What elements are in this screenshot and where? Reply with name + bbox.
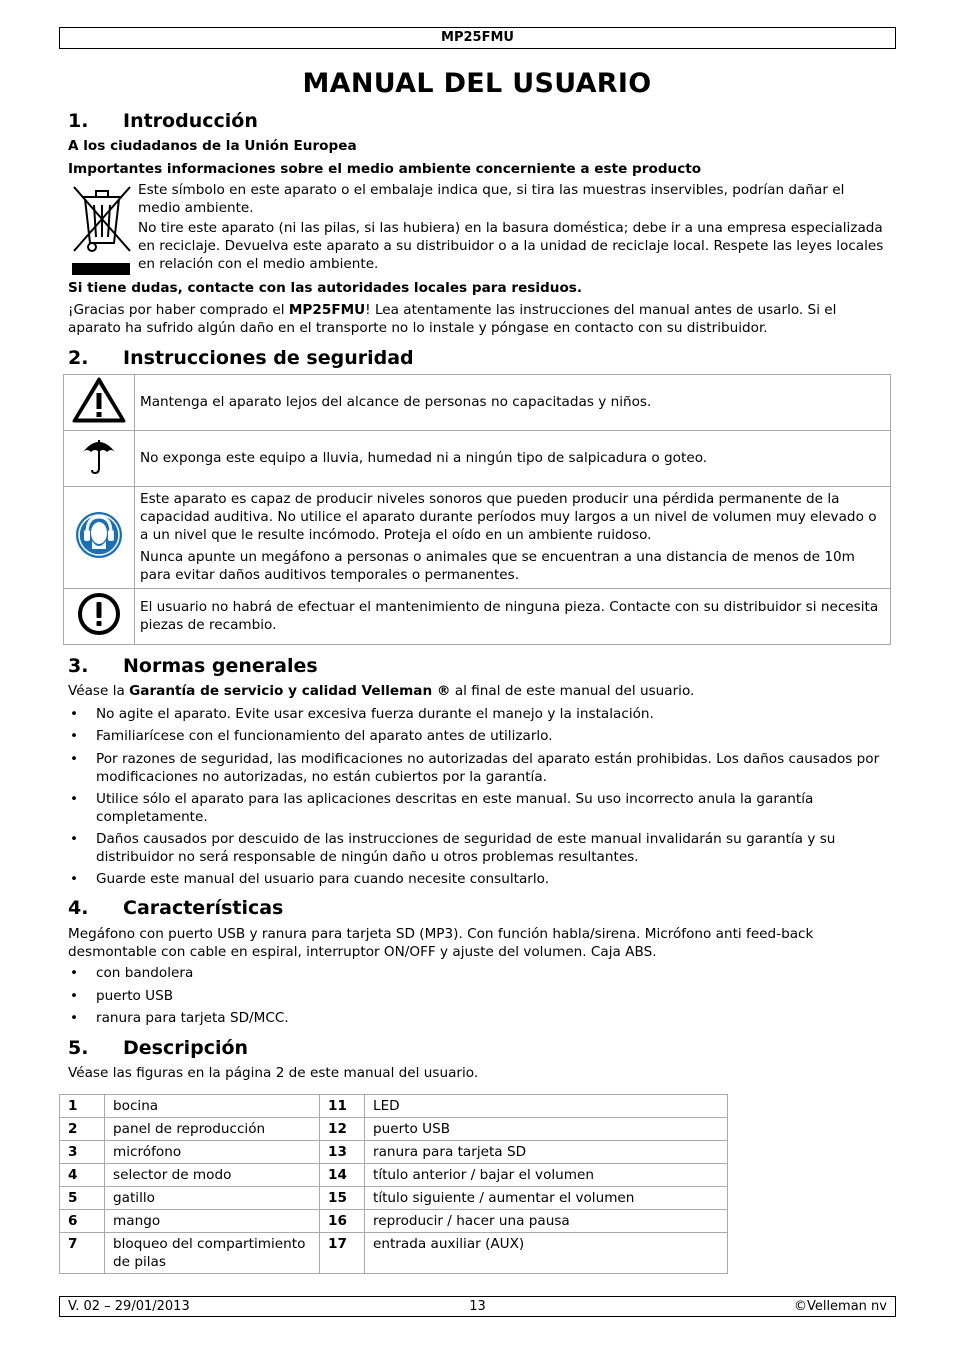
list-item: • No agite el aparato. Evite usar excesiva fuerza durante el manejo y la instalación. — [68, 705, 890, 723]
section-title: Descripción — [123, 1037, 249, 1059]
weee-symbol — [70, 181, 134, 277]
part-number: 1 — [60, 1095, 105, 1118]
safety-row — [64, 589, 891, 645]
safety-icon-cell — [64, 431, 135, 487]
safety-text: No exponga este equipo a lluvia, humedad ni a ningún tipo de salpicadura o goteo. — [135, 431, 891, 487]
table-row — [60, 1210, 728, 1233]
section-number: 5. — [68, 1037, 89, 1059]
umbrella-icon — [81, 436, 117, 476]
part-label: título siguiente / aumentar el volumen — [365, 1187, 728, 1210]
hearing-protection-icon — [75, 511, 123, 559]
safety-icon-cell — [64, 375, 135, 431]
table-row — [60, 1118, 728, 1141]
list-item: • ranura para tarjeta SD/MCC. — [68, 1009, 890, 1027]
part-label: micrófono — [105, 1141, 320, 1164]
general-intro — [68, 682, 694, 700]
section-number: 2. — [68, 347, 89, 369]
safety-icon-cell — [64, 487, 135, 589]
features-text: Megáfono con puerto USB y ranura para tarjeta SD (MP3). Con función habla/sirena. Micrófono anti feed-back desmontable con cable en espiral, interruptor ON/OFF y ajuste del volumen. Caja ABS. — [68, 926, 814, 960]
list-item: • puerto USB — [68, 987, 890, 1005]
section-title: Instrucciones de seguridad — [123, 347, 414, 369]
part-number: 16 — [320, 1210, 365, 1233]
part-label: título anterior / bajar el volumen — [365, 1164, 728, 1187]
part-number: 15 — [320, 1187, 365, 1210]
general-intro-post: al final de este manual del usuario. — [450, 683, 695, 699]
section-title: Normas generales — [123, 655, 318, 677]
table-row — [60, 1164, 728, 1187]
general-intro-pre: Véase la — [68, 683, 130, 699]
safety-row — [64, 431, 891, 487]
safety-row — [64, 487, 891, 589]
thanks-paragraph — [68, 301, 890, 337]
part-number: 6 — [60, 1210, 105, 1233]
list-item: • con bandolera — [68, 964, 890, 982]
list-item: • Familiarícese con el funcionamiento del aparato antes de utilizarlo. — [68, 727, 890, 745]
part-label: ranura para tarjeta SD — [365, 1141, 728, 1164]
table-row — [60, 1141, 728, 1164]
doubts-note: Si tiene dudas, contacte con las autoridades locales para residuos. — [68, 280, 583, 296]
exclamation-circle-icon — [77, 592, 121, 636]
part-number: 12 — [320, 1118, 365, 1141]
safety-text: El usuario no habrá de efectuar el mantenimiento de ninguna pieza. Contacte con su distribuidor si necesita piezas de recambio. — [135, 589, 891, 645]
part-label: bocina — [105, 1095, 320, 1118]
part-label: selector de modo — [105, 1164, 320, 1187]
part-number: 7 — [60, 1233, 105, 1274]
part-number: 5 — [60, 1187, 105, 1210]
table-row — [60, 1095, 728, 1118]
part-label: gatillo — [105, 1187, 320, 1210]
safety-icon-cell — [64, 589, 135, 645]
safety-text-cell — [135, 487, 891, 589]
page-header — [59, 27, 896, 49]
part-label: bloqueo del compartimiento de pilas — [105, 1233, 320, 1274]
list-item: • Guarde este manual del usuario para cuando necesite consultarlo. — [68, 870, 890, 888]
section-intro-heading — [68, 108, 258, 134]
crossed-bin-icon — [70, 181, 134, 277]
page-title: MANUAL DEL USUARIO — [302, 68, 652, 99]
weee-paragraph: Este símbolo en este aparato o el embalaje indica que, si tira las muestras inservibles, podrían dañar el medio ambiente. — [138, 182, 845, 216]
part-label: mango — [105, 1210, 320, 1233]
part-number: 4 — [60, 1164, 105, 1187]
section-title: Introducción — [123, 110, 258, 132]
page-footer — [59, 1296, 896, 1317]
footer-page-number: 13 — [469, 1299, 486, 1314]
part-number: 11 — [320, 1095, 365, 1118]
part-label: puerto USB — [365, 1118, 728, 1141]
description-text: Véase las figuras en la página 2 de este manual del usuario. — [68, 1065, 479, 1081]
part-number: 13 — [320, 1141, 365, 1164]
part-number: 3 — [60, 1141, 105, 1164]
section-safety-heading — [68, 345, 414, 371]
part-number: 2 — [60, 1118, 105, 1141]
list-item: • Daños causados por descuido de las instrucciones de seguridad de este manual invalidarán su garantía y su distribuidor no será responsable de ningún daño u otros problemas resultantes. — [68, 830, 890, 866]
section-general-heading — [68, 653, 318, 679]
list-item: • Por razones de seguridad, las modificaciones no autorizadas del aparato están prohibidas. Los daños causados por modificaciones no autorizadas, no están cubiertos por la garantía. — [68, 750, 890, 786]
weee-text — [138, 181, 890, 273]
safety-text: Nunca apunte un megáfono a personas o animales que se encuentran a una distancia de menos de 10m para evitar daños auditivos temporales o permanentes. — [140, 548, 855, 583]
general-list — [68, 705, 890, 888]
part-label: entrada auxiliar (AUX) — [365, 1233, 728, 1274]
section-description-heading — [68, 1035, 248, 1061]
footer-version: V. 02 – 29/01/2013 — [68, 1299, 190, 1314]
header-model: MP25FMU — [441, 30, 514, 45]
safety-text: Este aparato es capaz de producir niveles sonoros que pueden producir una pérdida permanente de la capacidad auditiva. No utilice el aparato durante períodos muy largos a un nivel de volumen muy elevado o a un nivel que le resulte incómodo. Proteja el oído en un ambiente ruidoso. — [140, 490, 877, 543]
list-item: • Utilice sólo el aparato para las aplicaciones descritas en este manual. Su uso incorrecto anula la garantía completamente. — [68, 790, 890, 826]
section-number: 4. — [68, 897, 89, 919]
section-features-heading — [68, 895, 283, 921]
general-intro-bold: Garantía de servicio y calidad Velleman ® — [129, 683, 451, 699]
part-number: 17 — [320, 1233, 365, 1274]
safety-table — [63, 374, 891, 645]
section-number: 1. — [68, 110, 89, 132]
part-label: LED — [365, 1095, 728, 1118]
thanks-pre: ¡Gracias por haber comprado el — [68, 302, 289, 318]
part-label: panel de reproducción — [105, 1118, 320, 1141]
features-list — [68, 964, 890, 1027]
safety-row — [64, 375, 891, 431]
safety-text: Mantenga el aparato lejos del alcance de personas no capacitadas y niños. — [135, 375, 891, 431]
thanks-model: MP25FMU — [288, 302, 366, 318]
warning-triangle-icon — [71, 376, 127, 424]
env-heading: Importantes informaciones sobre el medio ambiente concerniente a este producto — [68, 161, 702, 177]
parts-table — [59, 1094, 728, 1274]
table-row — [60, 1187, 728, 1210]
section-title: Características — [123, 897, 284, 919]
thanks-post: ! Lea atentamente las instrucciones del manual antes de usarlo. Si el aparato ha sufrido algún daño en el transporte no lo instale y póngase en contacto con su distribuidor. — [68, 302, 837, 336]
section-number: 3. — [68, 655, 89, 677]
footer-copyright: ©Velleman nv — [793, 1299, 887, 1314]
table-row — [60, 1233, 728, 1274]
weee-paragraph: No tire este aparato (ni las pilas, si las hubiera) en la basura doméstica; debe ir a una empresa especializada en reciclaje. Devuelva este aparato a su distribuidor o a la unidad de reciclaje local. Respete las leyes locales en relación con el medio ambiente. — [138, 220, 884, 272]
part-label: reproducir / hacer una pausa — [365, 1210, 728, 1233]
part-number: 14 — [320, 1164, 365, 1187]
eu-heading: A los ciudadanos de la Unión Europea — [68, 138, 357, 154]
